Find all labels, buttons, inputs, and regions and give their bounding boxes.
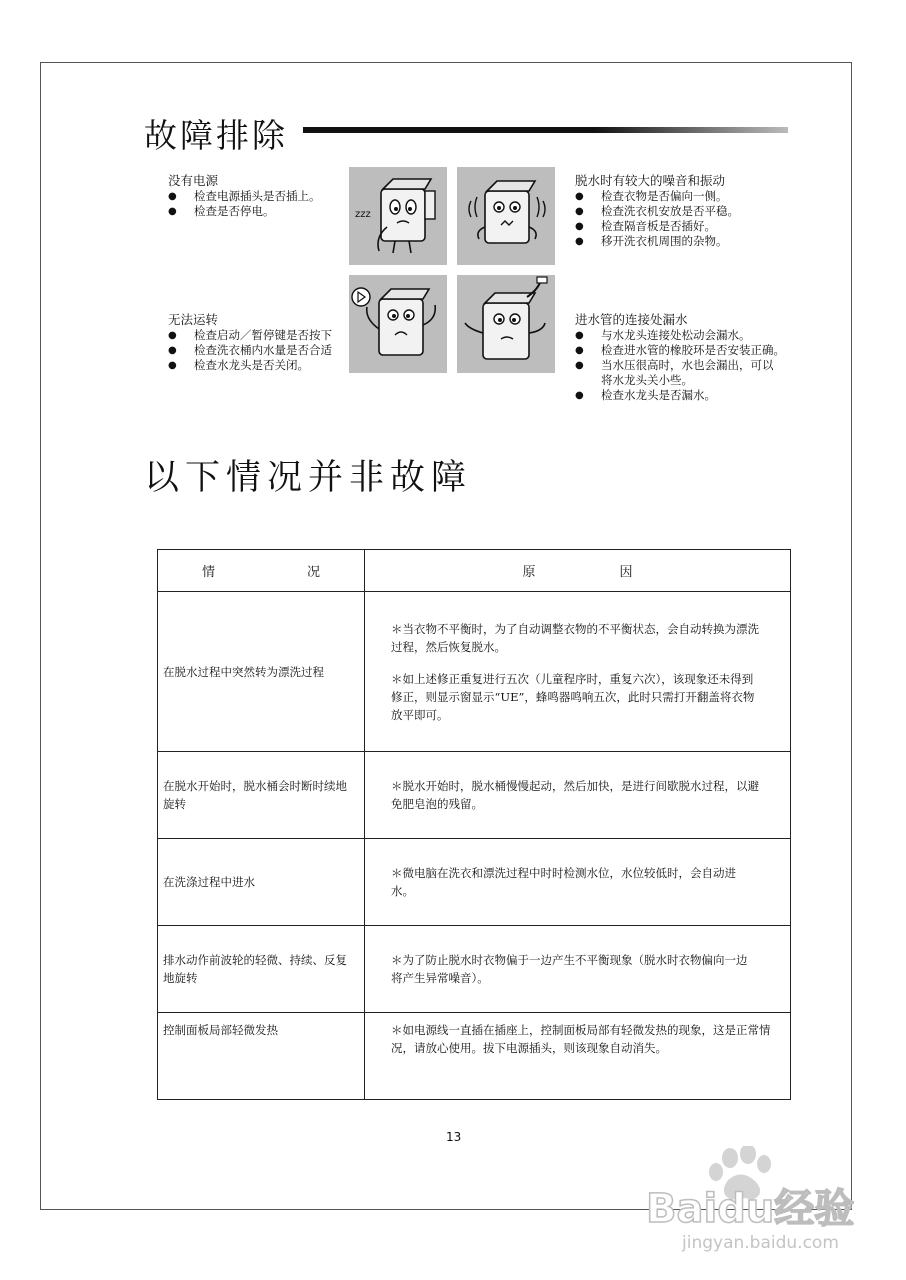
not-running-block: [168, 312, 350, 373]
list-item: ● 检查水龙头是否漏水。: [575, 388, 785, 403]
not-fault-table: [157, 549, 791, 1100]
list-item: ● 检查衣物是否偏向一侧。: [575, 189, 739, 204]
reason-paragraph: ＊如上述修正重复进行五次（儿童程序时，重复六次），该现象还未得到修正，则显示窗显示“UE”，蜂鸣器鸣响五次，此时只需打开翻盖将衣物放平即可。: [391, 671, 755, 722]
table-header-row: [158, 550, 791, 592]
page-number: 13: [446, 1130, 462, 1144]
row-reason: [365, 839, 791, 926]
list-item: ● 检查启动／暂停键是否按下: [168, 328, 350, 343]
row-situation: [158, 752, 365, 839]
baidu-watermark: [642, 1146, 882, 1256]
table-row: [158, 592, 791, 752]
row-situation: 在脱水过程中突然转为漂洗过程: [158, 592, 365, 752]
not-running-title: 无法运转: [168, 312, 219, 327]
row-reason: [365, 592, 791, 752]
list-item: ● 检查电源插头是否插上。: [168, 189, 321, 204]
list-item: ● 检查隔音板是否插好。: [575, 219, 739, 234]
reason-paragraph: ＊当衣物不平衡时，为了自动调整衣物的不平衡状态，会自动转换为漂洗过程，然后恢复脱水。: [391, 621, 759, 654]
noise-block: [575, 173, 739, 249]
list-item: ● 检查洗衣机安放是否平稳。: [575, 204, 739, 219]
table-row: [158, 752, 791, 839]
row-situation: 在洗涤过程中进水: [158, 839, 365, 926]
header-reason: [365, 550, 791, 592]
svg-text:zzz: zzz: [355, 209, 371, 220]
leak-block: [575, 312, 785, 403]
reason-paragraph: ＊如电源线一直插在插座上，控制面板局部有轻微发热的现象，这是正常情况，请放心使用。拔下电源插头，则该现象自动消失。: [391, 1023, 771, 1055]
row-reason: [365, 1013, 791, 1100]
table-row: [158, 839, 791, 926]
no-power-block: [168, 173, 321, 219]
header-situation: [158, 550, 365, 592]
watermark-url: jingyan.baidu.com: [682, 1233, 839, 1253]
row-situation: 控制面板局部轻微发热: [158, 1013, 365, 1100]
row-situation: [158, 926, 365, 1013]
reason-paragraph: ＊为了防止脱水时衣物偏于一边产生不平衡现象（脱水时衣物偏向一边将产生异常噪音）。: [391, 953, 748, 985]
watermark-brand: Baidu经验: [646, 1186, 855, 1232]
list-item: ● 与水龙头连接处松动会漏水。: [575, 328, 785, 343]
row-reason: [365, 752, 791, 839]
list-item: ● 检查是否停电。: [168, 204, 321, 219]
leak-title: 进水管的连接处漏水: [575, 312, 688, 327]
list-item: ● 检查洗衣桶内水量是否合适: [168, 343, 350, 358]
header-situation-label: 情 况: [202, 565, 320, 580]
table-row: [158, 926, 791, 1013]
not-fault-title: 以下情况并非故障: [144, 458, 473, 498]
list-item: ● 当水压很高时，水也会漏出，可以: [575, 358, 785, 373]
title-rule: [303, 127, 788, 133]
no-power-title: 没有电源: [168, 173, 219, 188]
row-situation-text: 排水动作前波轮的轻微、持续、反复地旋转: [163, 953, 347, 985]
not-running-illustration: [349, 275, 447, 373]
list-item-continued: 将水龙头关小些。: [601, 373, 693, 387]
no-power-illustration: [349, 167, 447, 265]
noise-illustration: [457, 167, 555, 265]
list-item: ● 检查水龙头是否关闭。: [168, 358, 350, 373]
noise-title: 脱水时有较大的噪音和振动: [575, 173, 726, 188]
reason-paragraph: ＊脱水开始时，脱水桶慢慢起动，然后加快，是进行间歇脱水过程，以避免肥皂泡的残留。: [391, 779, 759, 811]
list-item: ● 移开洗衣机周围的杂物。: [575, 234, 739, 249]
table-row: [158, 1013, 791, 1100]
list-item: ● 检查进水管的橡胶环是否安装正确。: [575, 343, 785, 358]
row-situation-text: 在脱水开始时，脱水桶会时断时续地旋转: [163, 779, 347, 811]
header-reason-label: 原 因: [522, 565, 633, 580]
row-reason: [365, 926, 791, 1013]
leak-illustration: [457, 275, 555, 373]
reason-paragraph: ＊微电脑在洗衣和漂洗过程中时时检测水位，水位较低时，会自动进水。: [391, 866, 736, 898]
troubleshoot-title: 故障排除: [144, 116, 288, 155]
